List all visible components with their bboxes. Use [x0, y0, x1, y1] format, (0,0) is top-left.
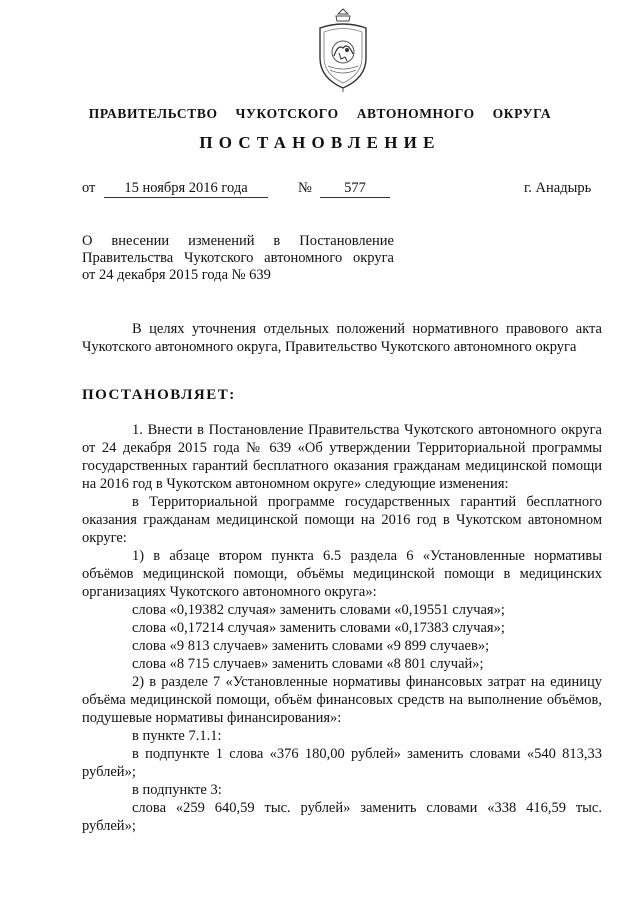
paragraph: в подпункте 1 слова «376 180,00 рублей» заменить словами «540 813,33 рублей»; [82, 746, 602, 780]
document-type-title: ПОСТАНОВЛЕНИЕ [199, 133, 441, 152]
document-number: 577 [320, 180, 390, 198]
number-label: № [298, 180, 312, 196]
paragraph: слова «0,17214 случая» заменить словами «0,17383 случая»; [132, 620, 505, 636]
document-place: г. Анадырь [524, 180, 592, 196]
subject-line: О внесении изменений в Постановление [82, 233, 394, 249]
resolves-heading: ПОСТАНОВЛЯЕТ: [82, 387, 236, 403]
subject-line: Правительства Чукотского автономного округа [82, 250, 394, 266]
government-title: ПРАВИТЕЛЬСТВО ЧУКОТСКОГО АВТОНОМНОГО ОКРУГА [88, 106, 552, 121]
paragraph: слова «9 813 случаев» заменить словами «9 899 случаев»; [132, 638, 490, 654]
paragraph: 1. Внести в Постановление Правительства Чукотского автономного округа от 24 декабря 2015 года № 639 «Об утверждении Территориальной программы государственных гарантий бесплатного оказания гражданам медицинской помощи на 2016 год в Чукотском автономном округе» следующие изменения: [82, 422, 602, 492]
paragraph: слова «0,19382 случая» заменить словами «0,19551 случая»; [132, 602, 505, 618]
paragraph: слова «8 715 случаев» заменить словами «8 801 случай»; [132, 656, 484, 672]
from-label: от [82, 180, 96, 196]
coat-of-arms-icon [312, 6, 374, 92]
document-body [82, 421, 602, 835]
document-date: 15 ноября 2016 года [104, 180, 268, 198]
paragraph: слова «259 640,59 тыс. рублей» заменить словами «338 416,59 тыс. рублей»; [82, 800, 602, 834]
preamble-text: В целях уточнения отдельных положений нормативного правового акта Чукотского автономного округа, Правительство Чукотского автономного округа [82, 321, 602, 355]
paragraph: в подпункте 3: [132, 782, 222, 798]
paragraph: 1) в абзаце втором пункта 6.5 раздела 6 «Установленные нормативы объёмов медицинской помощи, объёмы медицинской помощи в медицинских организациях Чукотского автономного округа»: [82, 548, 602, 600]
number-field-wrap [320, 180, 390, 198]
paragraph: в Территориальной программе государственных гарантий бесплатного оказания гражданам медицинской помощи на 2016 год в Чукотском автономном округе: [82, 494, 602, 546]
document-subject [82, 233, 394, 284]
date-field-wrap [104, 180, 268, 198]
subject-line: от 24 декабря 2015 года № 639 [82, 267, 271, 283]
preamble-block [82, 320, 602, 356]
paragraph: 2) в разделе 7 «Установленные нормативы финансовых затрат на единицу объёма медицинской помощи, объём финансовых средств на выполнение объёмов, подушевые нормативы финансирования»: [82, 674, 602, 726]
paragraph: в пункте 7.1.1: [132, 728, 222, 744]
